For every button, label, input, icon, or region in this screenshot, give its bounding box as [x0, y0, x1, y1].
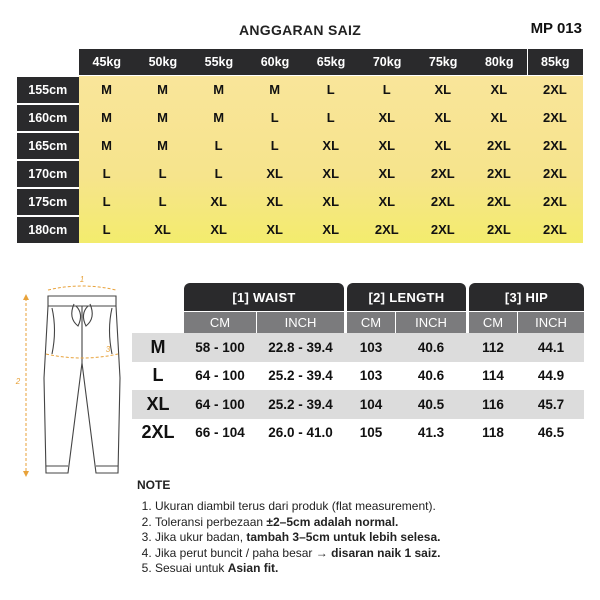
hip-inch: 44.1: [537, 339, 565, 355]
waist-cm: 64 - 100: [195, 368, 245, 384]
size-cell: L: [102, 222, 111, 238]
waist-inch: 22.8 - 39.4: [268, 339, 333, 355]
unit-header: INCH: [396, 312, 466, 333]
size-cell: L: [214, 166, 223, 182]
notes-heading: NOTE: [137, 478, 171, 492]
size-cell: 2XL: [486, 138, 511, 154]
matrix-row: [17, 133, 583, 160]
note-item: [155, 561, 577, 577]
waist-inch: 25.2 - 39.4: [268, 368, 333, 384]
length-cm: 105: [359, 425, 383, 441]
pants-diagram: [8, 268, 143, 483]
note-item: [155, 515, 577, 531]
weight-header-row: [17, 49, 583, 75]
notes-list: [137, 499, 577, 577]
note-emphasis: ±2–5cm adalah normal.: [266, 514, 399, 529]
waist-cm: 58 - 100: [195, 339, 245, 355]
size-cell: 2XL: [542, 166, 567, 182]
matrix-row: [17, 189, 583, 216]
size-cell: XL: [322, 138, 340, 154]
waist-label: 1: [79, 275, 85, 284]
product-code: MP 013: [530, 20, 582, 37]
note-text: Sesuai untuk: [155, 561, 228, 575]
size-label: XL: [146, 393, 170, 414]
note-text: Jika perut buncit / paha besar →: [155, 545, 332, 560]
hip-header: [3] HIP: [469, 283, 584, 311]
size-cell: M: [101, 138, 112, 154]
size-cell: XL: [322, 222, 340, 238]
table-row: [132, 419, 584, 448]
waist-cm: 64 - 100: [195, 396, 245, 412]
unit-header: INCH: [257, 312, 344, 333]
note-emphasis: disaran naik 1 saiz.: [331, 545, 441, 560]
unit-header: CM: [184, 312, 256, 333]
size-cell: 2XL: [542, 194, 567, 210]
size-cell: XL: [266, 222, 283, 238]
size-cell: 2XL: [486, 166, 511, 182]
hip-cm: 114: [482, 368, 504, 384]
weight-header: 70kg: [359, 49, 415, 75]
unit-header: CM: [469, 312, 517, 333]
waist-cm: 66 - 104: [195, 425, 245, 441]
hip-cm: 116: [482, 396, 504, 412]
table-row: [132, 333, 584, 362]
page-title: ANGGARAN SAIZ: [238, 22, 362, 38]
matrix-row: [17, 161, 583, 188]
hip-inch: 45.7: [537, 396, 565, 412]
size-cell: XL: [210, 222, 227, 238]
length-cm: 104: [359, 396, 383, 412]
weight-header: 60kg: [247, 49, 303, 75]
size-cell: M: [269, 82, 281, 98]
size-cell: XL: [378, 138, 396, 154]
measurement-table: [132, 283, 584, 447]
waist-header: [1] WAIST: [184, 283, 344, 311]
unit-header: CM: [347, 312, 395, 333]
table-row: [132, 362, 584, 391]
size-cell: L: [326, 110, 335, 126]
height-header: 165cm: [17, 133, 79, 160]
size-cell: XL: [434, 110, 452, 126]
size-cell: M: [213, 82, 225, 98]
size-label: M: [150, 336, 166, 357]
size-cell: 2XL: [486, 194, 511, 210]
size-cell: XL: [322, 194, 340, 210]
size-cell: XL: [322, 166, 340, 182]
hip-cm: 118: [482, 425, 504, 441]
hip-inch: 46.5: [537, 425, 565, 441]
unit-header-row: [132, 312, 584, 333]
note-item: [155, 530, 577, 546]
hip-label: 3: [105, 345, 111, 354]
size-matrix: [17, 49, 583, 243]
size-cell: XL: [434, 82, 452, 98]
size-cell: L: [326, 82, 335, 98]
size-cell: 2XL: [430, 166, 455, 182]
size-cell: L: [102, 166, 111, 182]
weight-header: 55kg: [191, 49, 247, 75]
size-cell: L: [270, 138, 279, 154]
note-text: Ukuran diambil terus dari produk (flat measurement).: [155, 499, 436, 513]
weight-header: 80kg: [471, 49, 527, 75]
size-cell: 2XL: [430, 194, 455, 210]
weight-header: 65kg: [303, 49, 359, 75]
length-cm: 103: [359, 339, 383, 355]
size-cell: L: [102, 194, 111, 210]
height-header: 160cm: [17, 105, 79, 132]
weight-header: 45kg: [79, 49, 135, 75]
size-cell: M: [101, 110, 112, 126]
weight-header: 75kg: [415, 49, 471, 75]
height-header: 155cm: [17, 77, 79, 104]
size-cell: XL: [266, 166, 283, 182]
size-cell: 2XL: [486, 222, 511, 238]
size-cell: M: [157, 138, 168, 154]
weight-header: 85kg: [528, 49, 584, 75]
note-emphasis: Asian fit.: [227, 561, 279, 575]
size-cell: 2XL: [542, 222, 567, 238]
table-row: [132, 390, 584, 419]
note-item: [155, 499, 577, 515]
size-cell: L: [214, 138, 223, 154]
size-label: L: [152, 365, 164, 386]
size-cell: XL: [210, 194, 227, 210]
length-inch: 40.5: [417, 396, 445, 412]
matrix-row: [17, 217, 583, 244]
size-cell: XL: [490, 110, 508, 126]
size-cell: 2XL: [542, 138, 567, 154]
length-label: 2: [15, 377, 21, 386]
size-cell: 2XL: [542, 110, 567, 126]
size-cell: 2XL: [430, 222, 455, 238]
hip-cm: 112: [482, 339, 504, 355]
size-cell: M: [213, 110, 225, 126]
matrix-row: [17, 77, 583, 104]
size-cell: XL: [378, 110, 396, 126]
size-cell: L: [382, 82, 391, 98]
length-inch: 41.3: [417, 425, 445, 441]
size-cell: L: [158, 194, 167, 210]
size-cell: L: [158, 166, 167, 182]
height-header: 180cm: [17, 217, 79, 244]
length-inch: 40.6: [417, 368, 445, 384]
matrix-corner: [17, 49, 79, 75]
matrix-row: [17, 105, 583, 132]
note-text: Jika ukur badan,: [155, 530, 247, 544]
notes-section: [137, 478, 577, 577]
unit-header: INCH: [518, 312, 584, 333]
weight-header: 50kg: [135, 49, 191, 75]
waist-inch: 26.0 - 41.0: [268, 425, 333, 441]
size-cell: XL: [378, 194, 396, 210]
note-item: [155, 546, 577, 562]
group-header-row: [132, 283, 584, 311]
size-cell: XL: [154, 222, 171, 238]
size-cell: XL: [378, 166, 396, 182]
height-header: 170cm: [17, 161, 79, 188]
size-cell: M: [157, 110, 168, 126]
size-cell: XL: [490, 82, 508, 98]
length-cm: 103: [359, 368, 383, 384]
waist-inch: 25.2 - 39.4: [268, 396, 333, 412]
length-header: [2] LENGTH: [347, 283, 466, 311]
note-emphasis: tambah 3–5cm untuk lebih selesa.: [246, 530, 441, 544]
size-cell: 2XL: [374, 222, 399, 238]
size-cell: 2XL: [542, 82, 567, 98]
size-cell: M: [157, 82, 168, 98]
note-text: Toleransi perbezaan: [155, 514, 267, 529]
size-cell: L: [270, 110, 279, 126]
height-header: 175cm: [17, 189, 79, 216]
size-cell: XL: [266, 194, 283, 210]
size-cell: XL: [434, 138, 452, 154]
size-cell: M: [101, 82, 112, 98]
size-label: 2XL: [141, 422, 175, 443]
waist-measure-line: [48, 286, 116, 290]
length-inch: 40.6: [417, 339, 445, 355]
hip-inch: 44.9: [537, 368, 565, 384]
